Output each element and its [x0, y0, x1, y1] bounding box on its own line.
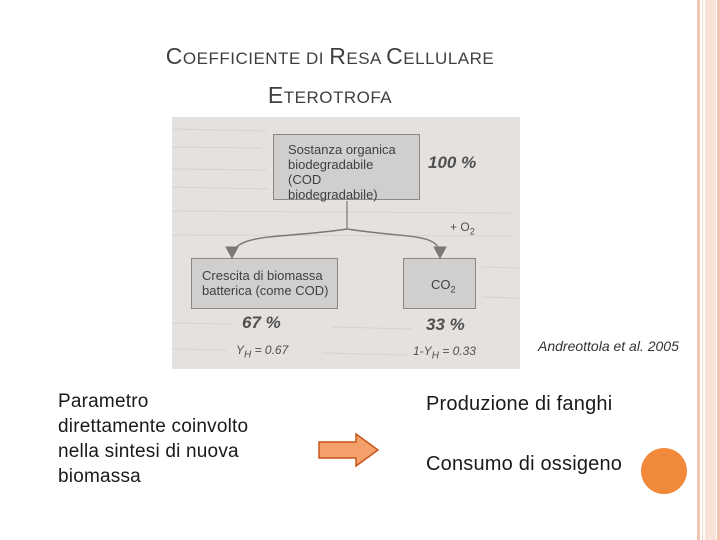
decor-stripe: [702, 0, 703, 540]
slide-title: [0, 38, 660, 116]
co2-box: $CO_2$: [403, 258, 476, 309]
citation: Andreottola et al. 2005: [538, 338, 679, 354]
oxygen-consumption-text: Consumo di ossigeno: [426, 453, 623, 475]
pct-33-label: 33 %: [426, 315, 465, 334]
flow-arrows: [232, 229, 440, 258]
sludge-production-text: Produzione di fanghi: [426, 393, 613, 415]
decor-stripe: [697, 0, 700, 540]
yield-coefficient: $Y_H = 0.67$: [236, 343, 289, 361]
biomass-growth-box: Crescita di biomassa batterica (come COD): [191, 258, 338, 309]
title-line-1: COEFFICIENTE DI RESA CELLULARE: [165, 43, 495, 69]
pct-67-label: 67 %: [242, 313, 281, 332]
title-line-2: ETEROTROFA: [267, 82, 393, 108]
orange-circle: [641, 448, 687, 494]
organic-matter-box: Sostanza organica biodegradabile (COD biodegradabile): [273, 134, 420, 200]
decor-stripe: [705, 0, 716, 540]
complement-coefficient: $1-Y_H = 0.33$: [413, 344, 476, 362]
parameter-description: Parametro direttamente coinvolto nella sintesi di nuova biomassa: [58, 391, 249, 487]
scanned-figure: [172, 117, 520, 369]
pct-100-label: 100 %: [428, 153, 477, 172]
oxygen-label: + $O_2$: [450, 220, 475, 237]
right-arrow-icon: [318, 432, 380, 468]
